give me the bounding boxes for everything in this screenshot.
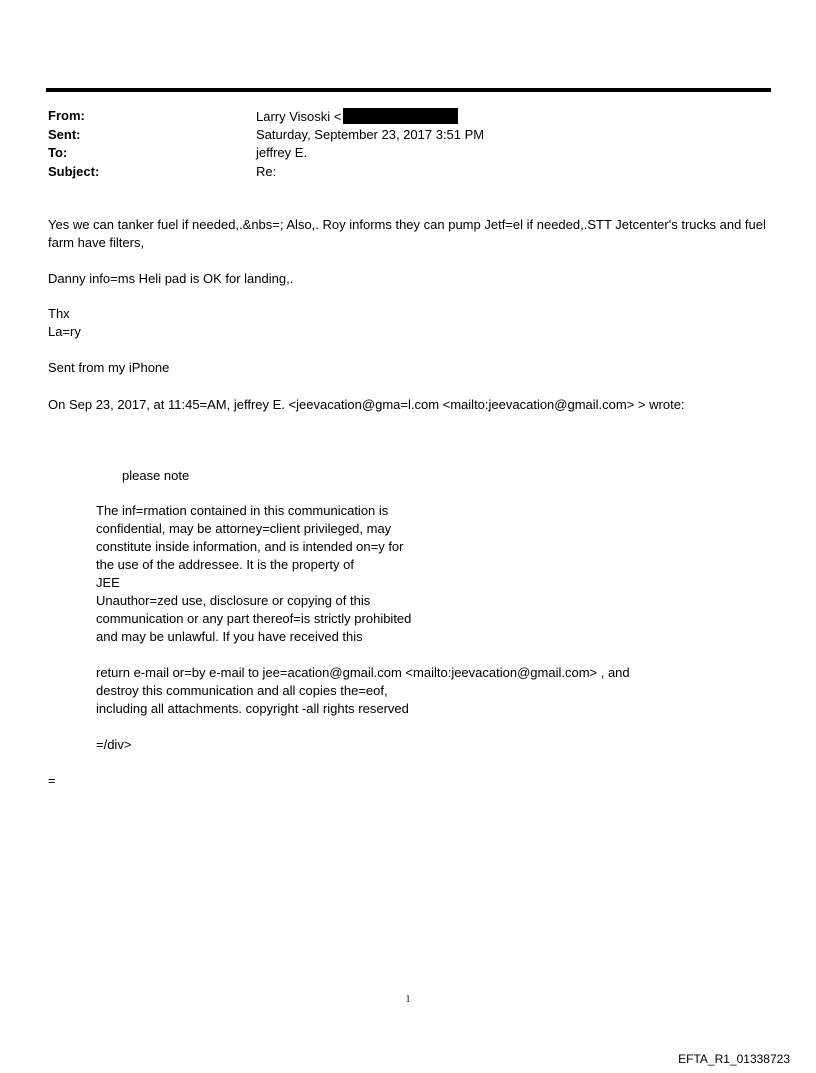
disclaimer-line: JEE <box>96 575 120 590</box>
disclaimer-line: communication or any part thereof=is strictly prohibited <box>96 611 412 626</box>
please-note: please note <box>122 468 190 483</box>
signature-line: La=ry <box>48 324 81 339</box>
disclaimer-line: confidential, may be attorney=client privileged, may <box>96 521 392 536</box>
page-number: 1 <box>405 994 411 1005</box>
sent-from-line: Sent from my iPhone <box>48 360 170 375</box>
return-line: return e-mail or=by e-mail to jee=acation@gmail.com <mailto:jeevacation@gmail.com> , and <box>96 665 630 680</box>
subject-label: Subject: <box>48 163 100 179</box>
body-paragraph-1: Yes we can tanker fuel if needed,.&nbs=; Also,. Roy informs they can pump Jetf=el if needed,.STT Jetcenter's trucks and fuel farm have filters, <box>48 217 766 250</box>
quote-intro: On Sep 23, 2017, at 11:45=AM, jeffrey E. <jeevacation@gma=l.com <mailto:jeevacation@gmail.com> > wrote: <box>48 397 685 412</box>
to-label: To: <box>48 145 68 160</box>
to-value: jeffrey E. <box>256 145 308 160</box>
redaction-box <box>343 108 458 124</box>
disclaimer-line: Unauthor=zed use, disclosure or copying of this <box>96 593 371 608</box>
subject-value: Re: <box>256 163 277 179</box>
thanks-line: Thx <box>48 306 70 321</box>
return-line: destroy this communication and all copies the=eof, <box>96 683 388 698</box>
disclaimer-line: The inf=rmation contained in this communication is <box>96 503 389 518</box>
sent-label: Sent: <box>48 126 81 142</box>
from-name: Larry Visoski < <box>256 109 342 124</box>
disclaimer-line: the use of the addressee. It is the property of <box>96 557 354 572</box>
sent-value: Saturday, September 23, 2017 3:51 PM <box>256 126 485 142</box>
from-label: From: <box>48 108 85 123</box>
return-block <box>96 664 630 718</box>
return-line: including all attachments. copyright -all rights reserved <box>96 701 409 716</box>
body-paragraph-2: Danny info=ms Heli pad is OK for landing,. <box>48 271 294 286</box>
div-close-line: =/div> <box>96 737 132 752</box>
trailer-line: = <box>48 773 56 788</box>
header-rule <box>46 88 771 92</box>
from-value <box>256 108 458 124</box>
disclaimer-line: constitute inside information, and is intended on=y for <box>96 539 404 554</box>
disclaimer-block <box>96 502 411 646</box>
disclaimer-line: and may be unlawful. If you have received this <box>96 629 363 644</box>
bates-number: EFTA_R1_01338723 <box>678 1052 790 1066</box>
